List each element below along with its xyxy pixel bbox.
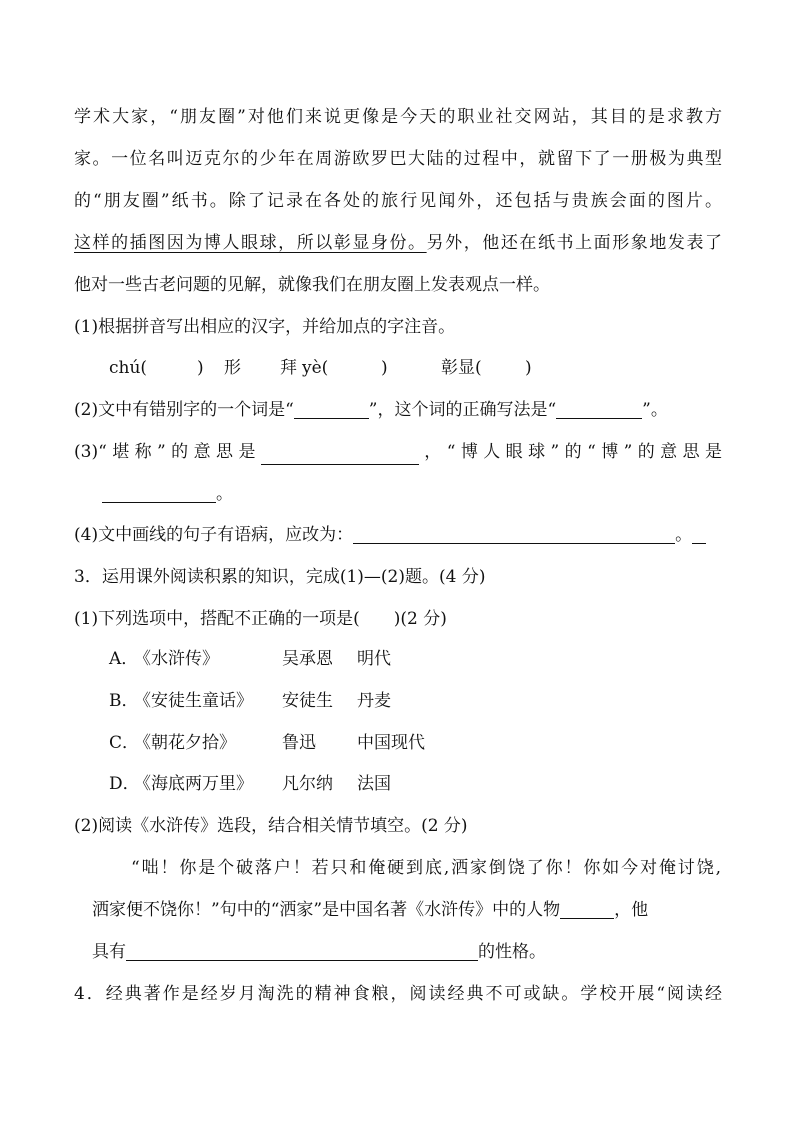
option-b-label: B． bbox=[109, 691, 139, 711]
pinyin-ye-head: 拜 bbox=[280, 358, 297, 378]
option-c-label: C． bbox=[109, 733, 140, 753]
q3-char: (3)“ bbox=[74, 442, 107, 462]
section-3-title: 3．运用课外阅读积累的知识，完成(1)—(2)题。(4 分) bbox=[74, 567, 486, 587]
option-c-book: 《朝花夕拾》 bbox=[134, 733, 236, 753]
q3-char: 博 bbox=[460, 442, 478, 462]
question-4-suffix: 。 bbox=[675, 525, 693, 545]
quote-line-2-b: ，他 bbox=[614, 900, 649, 920]
option-a-author: 吴承恩 bbox=[282, 649, 333, 669]
q3-char: 人 bbox=[483, 442, 501, 462]
option-b-book: 《安徒生童话》 bbox=[134, 691, 253, 711]
option-b-author: 安徒生 bbox=[282, 691, 333, 711]
question-2 bbox=[74, 397, 668, 423]
option-d-book: 《海底两万里》 bbox=[134, 774, 253, 794]
section-4-line: 4．经典著作是经岁月淘洗的精神食粮，阅读经典不可或缺。学校开展“阅读经 bbox=[74, 984, 722, 1004]
quote-line-2 bbox=[92, 897, 648, 923]
question-2-mid: ”，这个词的正确写法是“ bbox=[368, 400, 557, 420]
question-2-prefix: (2)文中有错别字的一个词是“ bbox=[74, 400, 294, 420]
answer-blank-personality[interactable] bbox=[126, 940, 478, 961]
q3-char: 的 bbox=[564, 442, 582, 462]
option-b-place: 丹麦 bbox=[357, 691, 391, 711]
q3-char: ” bbox=[550, 442, 560, 462]
underlined-sentence: 这样的插图因为博人眼球，所以彰显身份。 bbox=[74, 233, 427, 253]
answer-blank-bo[interactable] bbox=[102, 482, 216, 503]
passage-line-1: 学术大家，“朋友圈”对他们来说更像是今天的职业社交网站，其目的是求教方 bbox=[74, 107, 722, 127]
q3-char: “ bbox=[446, 442, 456, 462]
q3-char: 眼 bbox=[505, 442, 523, 462]
option-c-author: 鲁迅 bbox=[282, 733, 316, 753]
q3-char: 意 bbox=[660, 442, 678, 462]
passage-line-4 bbox=[74, 230, 722, 256]
zhangxian-item: 彰显( bbox=[441, 358, 482, 378]
q3-char: ， bbox=[424, 442, 442, 462]
passage-line-4-rest: 另外，他还在纸书上面形象地发表了 bbox=[426, 233, 723, 253]
q3-char: 意 bbox=[193, 442, 211, 462]
q3-char: 是 bbox=[705, 442, 722, 462]
question-3-period: 。 bbox=[216, 484, 233, 504]
option-d-author: 凡尔纳 bbox=[282, 774, 333, 794]
q3-char: 是 bbox=[238, 442, 256, 462]
pinyin-ye: yè( bbox=[302, 358, 329, 378]
section-3-sub2-prompt: (2)阅读《水浒传》选段，结合相关情节填空。(2 分) bbox=[74, 816, 468, 836]
answer-blank-correct-word[interactable] bbox=[556, 398, 642, 419]
sub1-prompt-a: (1)下列选项中，搭配不正确的一项是( bbox=[74, 609, 360, 629]
q3-char: 博 bbox=[601, 442, 619, 462]
pinyin-chu-tail: 形 bbox=[224, 358, 241, 378]
answer-blank-tail bbox=[692, 523, 706, 544]
quote-line-3 bbox=[92, 939, 546, 965]
pinyin-chu: chú( bbox=[109, 358, 148, 378]
quote-line-2-a: 洒家便不饶你！”句中的“洒家”是中国名著《水浒传》中的人物 bbox=[92, 900, 561, 920]
quote-line-3-b: 的性格。 bbox=[478, 942, 546, 962]
question-3-line-2 bbox=[102, 481, 233, 507]
question-1-prompt: (1)根据拼音写出相应的汉字，并给加点的字注音。 bbox=[74, 317, 456, 337]
option-d-label: D． bbox=[109, 774, 140, 794]
section-3-sub1 bbox=[74, 606, 447, 632]
quote-line-3-a: 具有 bbox=[92, 942, 126, 962]
option-c-place: 中国现代 bbox=[357, 733, 425, 753]
q3-char: “ bbox=[587, 442, 596, 462]
pinyin-chu-close: ) bbox=[197, 358, 204, 378]
q3-char: 思 bbox=[682, 442, 700, 462]
q3-char: 称 bbox=[134, 442, 152, 462]
pinyin-ye-close: ) bbox=[381, 358, 388, 378]
zhangxian-close: ) bbox=[525, 358, 532, 378]
answer-blank-wrong-word[interactable] bbox=[294, 398, 369, 419]
question-2-suffix: ”。 bbox=[642, 400, 668, 420]
sub1-prompt-b: )(2 分) bbox=[393, 609, 447, 629]
question-3-line bbox=[74, 439, 722, 465]
q3-char: 球 bbox=[528, 442, 546, 462]
option-d-place: 法国 bbox=[357, 774, 391, 794]
question-4 bbox=[74, 522, 706, 548]
q3-char: 的 bbox=[637, 442, 655, 462]
passage-line-2: 家。一位名叫迈克尔的少年在周游欧罗巴大陆的过程中，就留下了一册极为典型 bbox=[74, 149, 722, 169]
answer-blank-revise[interactable] bbox=[353, 523, 675, 544]
option-a-place: 明代 bbox=[357, 649, 391, 669]
question-4-prefix: (4)文中画线的句子有语病，应改为： bbox=[74, 525, 354, 545]
q3-char: ” bbox=[623, 442, 633, 462]
option-a-book: 《水浒传》 bbox=[134, 649, 219, 669]
option-a-label: A． bbox=[109, 649, 139, 669]
q3-char: 思 bbox=[216, 442, 234, 462]
passage-line-3: 的“朋友圈”纸书。除了记录在各处的旅行见闻外，还包括与贵族会面的图片。 bbox=[74, 191, 722, 211]
quote-line-1: “咄！你是个破落户！若只和俺硬到底,洒家倒饶了你！你如今对俺讨饶, bbox=[131, 858, 721, 878]
answer-blank-character[interactable] bbox=[560, 898, 614, 919]
q3-char: 堪 bbox=[112, 442, 130, 462]
passage-line-5: 他对一些古老问题的见解，就像我们在朋友圈上发表观点一样。 bbox=[74, 275, 550, 295]
answer-blank-kancheng[interactable] bbox=[261, 444, 419, 465]
q3-char: 的 bbox=[171, 442, 189, 462]
q3-char: ” bbox=[157, 442, 166, 462]
